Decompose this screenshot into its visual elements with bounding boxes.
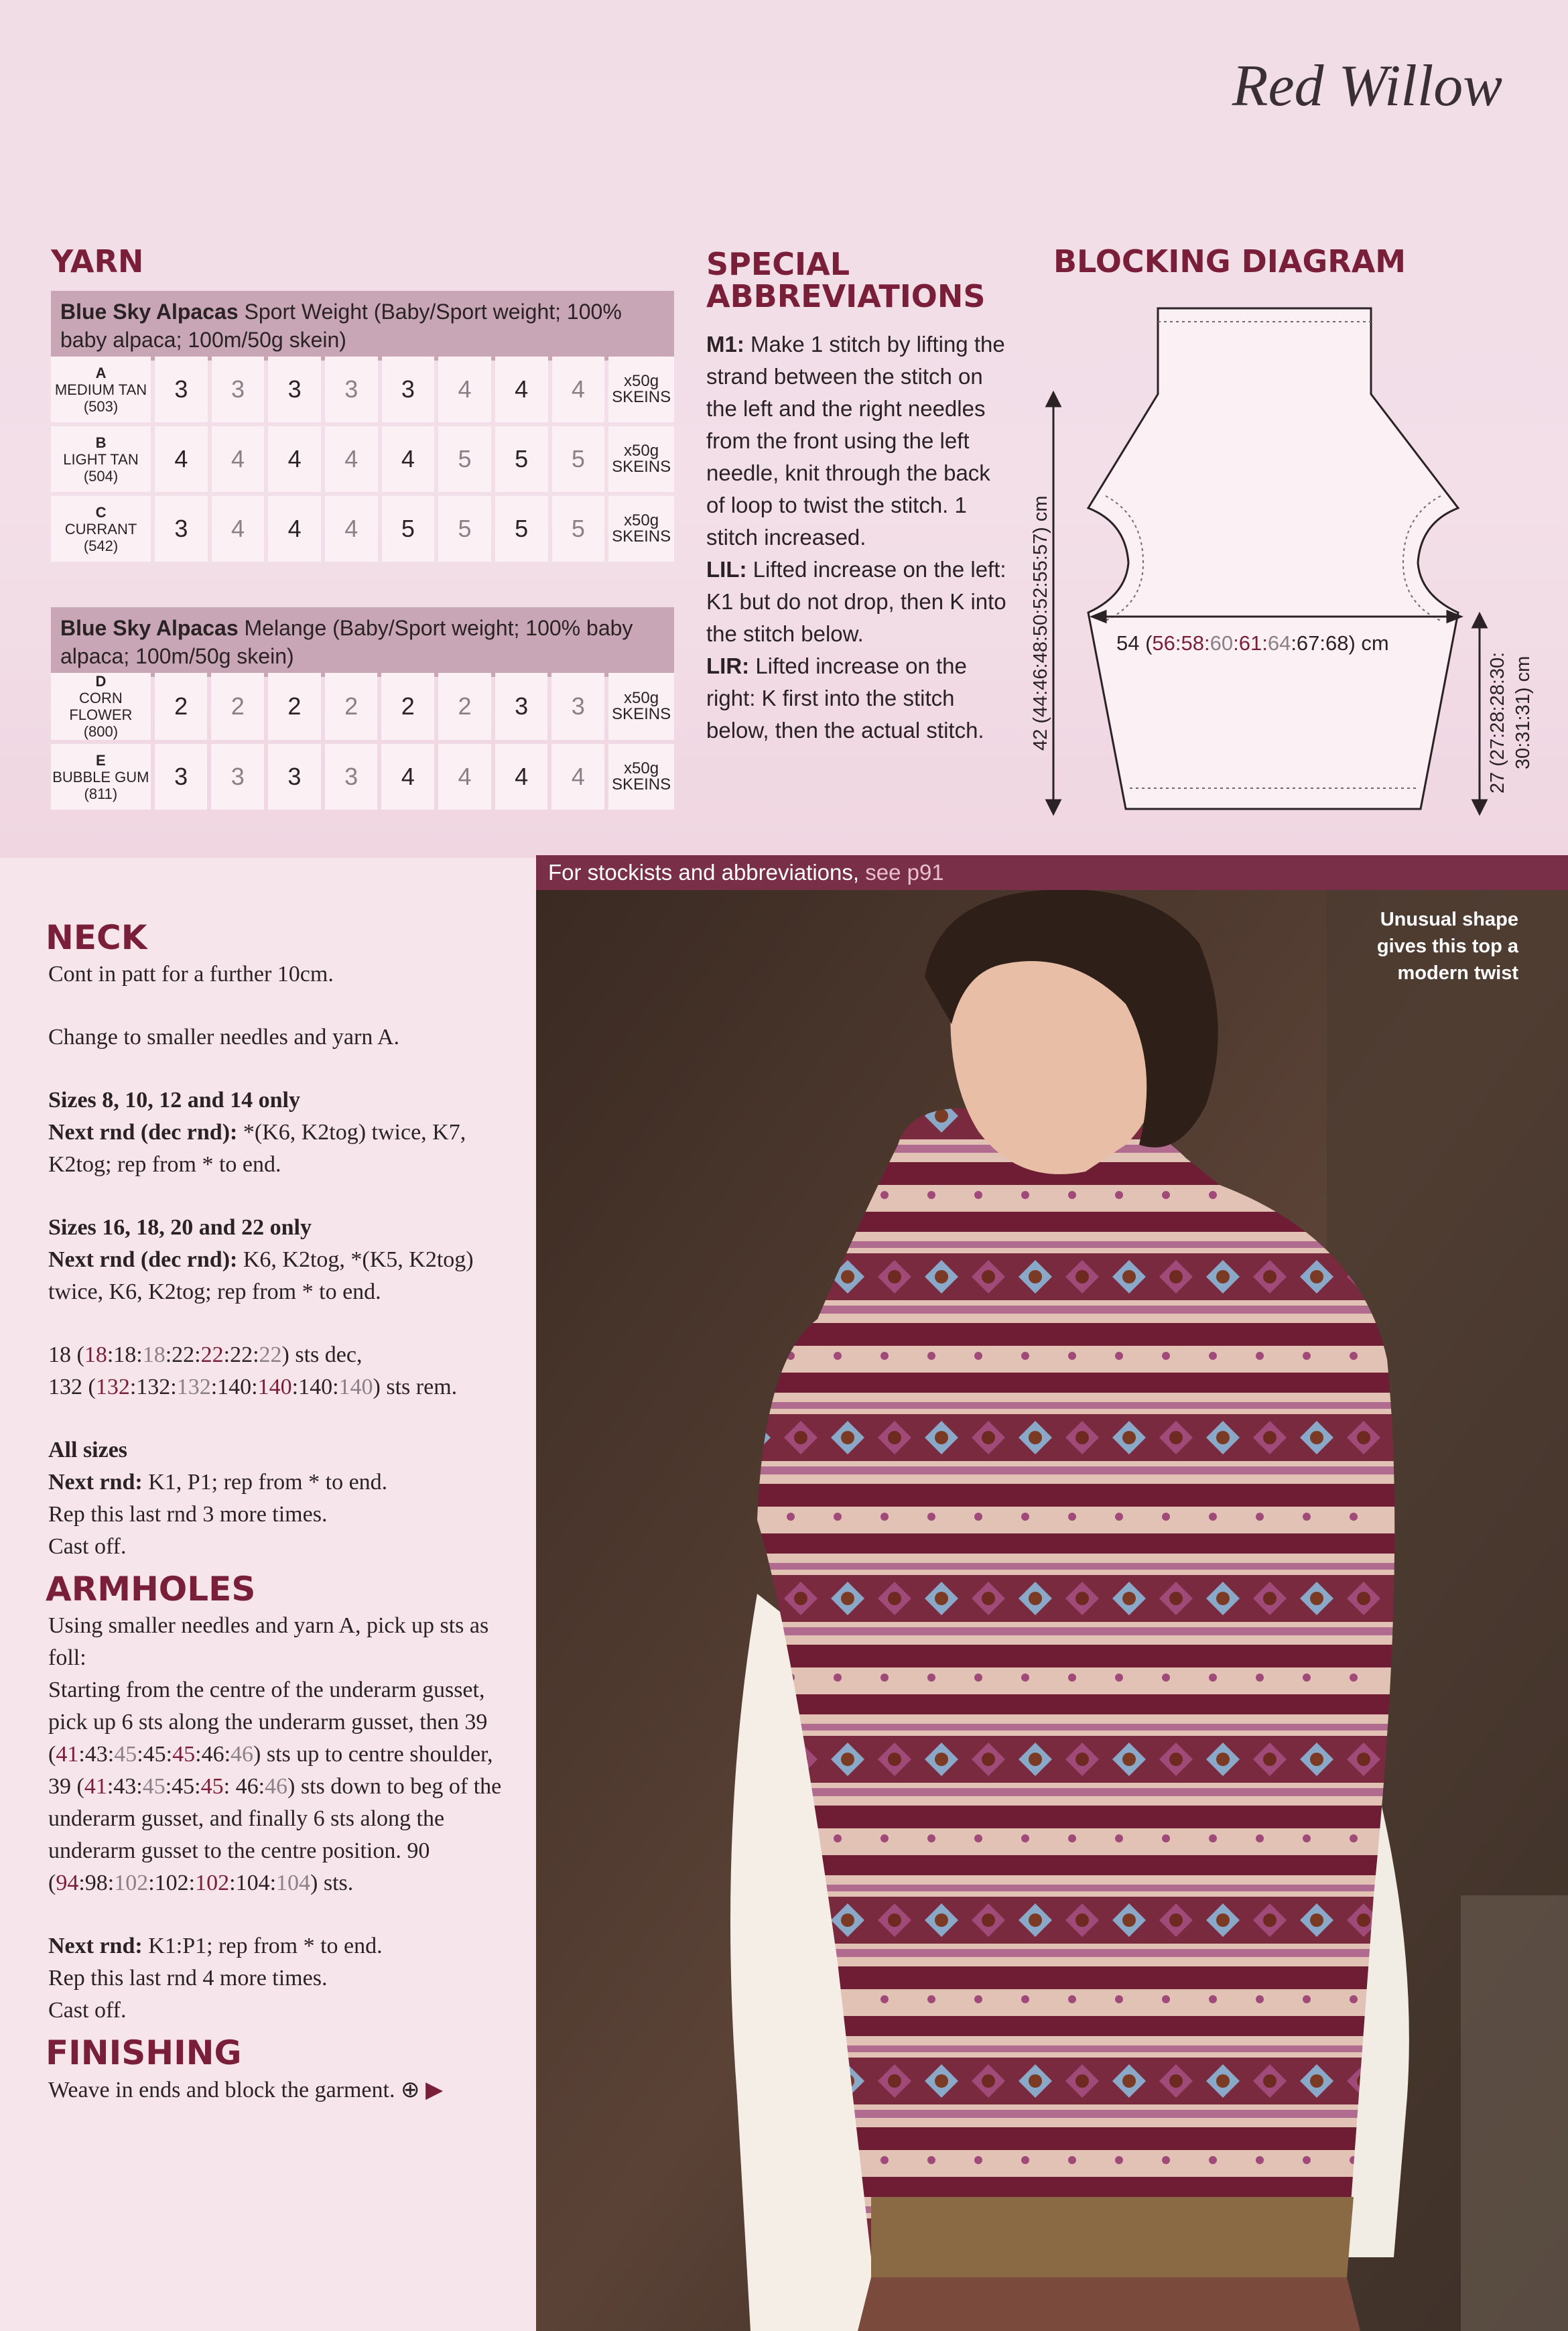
yarn-name: CURRANT (542) xyxy=(64,520,137,554)
yarn-quantity: 4 xyxy=(212,496,265,562)
armholes-heading: ARMHOLES xyxy=(46,1570,256,1609)
yarn-quantity: 4 xyxy=(551,744,604,810)
yarn-quantity: 3 xyxy=(495,673,548,740)
yarn-group2-header xyxy=(51,607,674,677)
yarn-color-name xyxy=(51,426,151,492)
yarn-heading: YARN xyxy=(51,243,144,279)
yarn-group1-header xyxy=(51,291,674,361)
yarn-quantity: 4 xyxy=(495,357,548,422)
skirt xyxy=(858,2277,1360,2331)
instructions-column xyxy=(48,911,517,2106)
abbreviations-list xyxy=(706,328,1015,747)
stockists-see: see p91 xyxy=(859,860,944,885)
photo-caption: Unusual shape gives this top a modern twist xyxy=(1376,909,1518,984)
abbreviation-item xyxy=(706,328,1015,554)
yarn-quantity: 3 xyxy=(325,744,378,810)
blocking-diagram xyxy=(1012,295,1548,824)
yarn-quantity: 3 xyxy=(268,744,321,810)
yarn-quantity: 2 xyxy=(268,673,321,740)
neck-rep: Rep this last rnd 3 more times. xyxy=(48,1502,328,1527)
yarn-quantity: 4 xyxy=(268,426,321,492)
yarn-unit: x50g SKEINS xyxy=(608,357,674,422)
yarn-quantity: 3 xyxy=(212,357,265,422)
neck-heading: NECK xyxy=(46,918,147,957)
yarn-quantity: 5 xyxy=(382,496,435,562)
abbreviation-text: Lifted increase on the right: K first into the stitch below, then the actual stitch. xyxy=(706,653,984,743)
yarn-quantity: 4 xyxy=(552,357,605,422)
yarn-desc: Melange (Baby/Sport weight; 100% baby alpaca; 100m/50g skein) xyxy=(60,616,633,668)
width-label: 54 (56:58:60:61:64:67:68) cm xyxy=(1116,631,1389,655)
neck-sizes1: Sizes 8, 10, 12 and 14 only xyxy=(48,1088,300,1113)
yarn-code: B xyxy=(95,434,107,451)
yarn-quantity: 4 xyxy=(495,744,548,810)
triangle-right-icon: ▶ xyxy=(425,2076,444,2103)
neck-dec: 18 (18:18:18:22:22:22:22) sts dec, xyxy=(48,1342,363,1367)
yarn-code: A xyxy=(95,364,107,381)
yarn-quantity: 2 xyxy=(325,673,378,740)
page-title: Red Willow xyxy=(1232,54,1502,119)
abbreviation-term: LIL: xyxy=(706,557,747,582)
armholes-p1: Using smaller needles and yarn A, pick up sts as foll: xyxy=(48,1613,489,1670)
yarn-quantity: 5 xyxy=(495,426,548,492)
abbreviations-heading xyxy=(706,248,986,312)
yarn-row xyxy=(51,357,674,422)
yarn-quantity: 3 xyxy=(155,357,208,422)
yarn-row xyxy=(51,496,674,562)
yarn-unit: x50g SKEINS xyxy=(608,673,674,740)
abbreviation-term: LIR: xyxy=(706,653,750,678)
yarn-code: C xyxy=(95,503,107,521)
yarn-table-1 xyxy=(47,353,678,566)
yarn-quantity: 4 xyxy=(212,426,265,492)
garment-outline xyxy=(1088,308,1458,809)
yarn-quantity: 2 xyxy=(155,673,208,740)
yarn-color-name xyxy=(51,744,151,810)
yarn-row xyxy=(51,744,674,810)
abbr-heading-line2: ABBREVIATIONS xyxy=(706,278,986,314)
yarn-unit: x50g SKEINS xyxy=(608,496,674,562)
yarn-code: E xyxy=(96,751,106,769)
neck-next1: Next rnd (dec rnd): *(K6, K2tog) twice, K7, K2tog; rep from * to end. xyxy=(48,1120,466,1177)
armholes-p2: Starting from the centre of the underarm gusset, pick up 6 sts along the underarm gusset, then 39 (41:43:45:45:45:46:46) sts up to centre shoulder, 39 (41:43:45:45:45: 46:46) sts down to beg of the underarm gusset, and finally 6 sts along the underarm gusset to the centre position. 90 (94:98:102:102:102:104:104) sts. xyxy=(48,1678,502,1895)
yarn-quantity: 4 xyxy=(381,744,434,810)
yarn-quantity: 3 xyxy=(325,357,378,422)
side-label-1: 27 (27:28:28:30: xyxy=(1487,651,1508,794)
height-label: 42 (44:46:48:50:52:55:57) cm xyxy=(1030,495,1051,751)
yarn-quantity: 5 xyxy=(438,426,491,492)
yarn-quantity: 2 xyxy=(211,673,264,740)
abbreviation-item xyxy=(706,554,1015,650)
yarn-quantity: 5 xyxy=(552,426,605,492)
yarn-quantity: 2 xyxy=(381,673,434,740)
yarn-quantity: 3 xyxy=(551,673,604,740)
yarn-color-name xyxy=(51,357,151,422)
yarn-quantity: 4 xyxy=(325,426,378,492)
end-circle-icon: ⊕ xyxy=(400,2076,420,2103)
yarn-name: LIGHT TAN (504) xyxy=(63,450,139,485)
yarn-quantity: 4 xyxy=(155,426,208,492)
yarn-name: CORN FLOWER (800) xyxy=(69,690,133,740)
blocking-heading: BLOCKING DIAGRAM xyxy=(1053,243,1407,279)
yarn-quantity: 4 xyxy=(325,496,378,562)
yarn-name: MEDIUM TAN (503) xyxy=(54,381,147,415)
neck-rem: 132 (132:132:132:140:140:140:140) sts rem. xyxy=(48,1375,458,1399)
yarn-row xyxy=(51,426,674,492)
stockists-text: For stockists and abbreviations, xyxy=(548,860,860,885)
stockists-bar[interactable] xyxy=(536,855,1568,890)
yarn-unit: x50g SKEINS xyxy=(608,426,674,492)
yarn-quantity: 4 xyxy=(438,744,491,810)
yarn-unit: x50g SKEINS xyxy=(608,744,674,810)
neck-all: All sizes xyxy=(48,1438,128,1462)
yarn-name: BUBBLE GUM (811) xyxy=(52,768,149,802)
yarn-quantity: 5 xyxy=(438,496,491,562)
side-label-2: 30:31:31) cm xyxy=(1512,655,1534,769)
yarn-quantity: 3 xyxy=(268,357,321,422)
yarn-color-name xyxy=(51,673,151,740)
neck-p2: Change to smaller needles and yarn A. xyxy=(48,1025,400,1050)
yarn-quantity: 2 xyxy=(438,673,491,740)
abbreviation-text: Make 1 stitch by lifting the strand between the stitch on the left and the right needles from the front using the left needle, knit through the back of loop to twist the stitch. 1 stitch increased. xyxy=(706,332,1005,550)
abbr-heading-line1: SPECIAL xyxy=(706,246,850,282)
yarn-table-2 xyxy=(47,669,678,814)
yarn-quantity: 3 xyxy=(155,744,208,810)
armholes-cast: Cast off. xyxy=(48,1998,127,2023)
neck-next3: Next rnd: K1, P1; rep from * to end. xyxy=(48,1470,388,1495)
finishing-text: Weave in ends and block the garment. ⊕ ▶ xyxy=(48,2076,444,2103)
yarn-quantity: 4 xyxy=(438,357,491,422)
yarn-brand: Blue Sky Alpacas xyxy=(60,300,239,324)
yarn-quantity: 4 xyxy=(382,426,435,492)
abbreviation-term: M1: xyxy=(706,332,744,357)
neck-p1: Cont in patt for a further 10cm. xyxy=(48,962,334,987)
abbreviation-item xyxy=(706,650,1015,747)
yarn-quantity: 5 xyxy=(552,496,605,562)
model-photo xyxy=(536,890,1568,2331)
yarn-quantity: 3 xyxy=(155,496,208,562)
yarn-quantity: 4 xyxy=(268,496,321,562)
finishing-heading: FINISHING xyxy=(46,2033,242,2072)
neck-next2: Next rnd (dec rnd): K6, K2tog, *(K5, K2tog) twice, K6, K2tog; rep from * to end. xyxy=(48,1247,474,1304)
vest-ribbing xyxy=(871,2197,1354,2277)
abbreviation-text: Lifted increase on the left: K1 but do not drop, then K into the stitch below. xyxy=(706,557,1006,646)
yarn-row xyxy=(51,673,674,740)
yarn-desc: Sport Weight (Baby/Sport weight; 100% baby alpaca; 100m/50g skein) xyxy=(60,300,622,352)
neck-sizes2: Sizes 16, 18, 20 and 22 only xyxy=(48,1215,312,1240)
yarn-color-name xyxy=(51,496,151,562)
armholes-rep: Rep this last rnd 4 more times. xyxy=(48,1966,328,1991)
yarn-brand: Blue Sky Alpacas xyxy=(60,616,239,640)
neck-cast: Cast off. xyxy=(48,1534,127,1559)
yarn-quantity: 5 xyxy=(495,496,548,562)
yarn-code: D xyxy=(95,673,107,690)
vest xyxy=(757,1109,1394,2257)
yarn-quantity: 3 xyxy=(211,744,264,810)
yarn-quantity: 3 xyxy=(382,357,435,422)
armholes-next: Next rnd: K1:P1; rep from * to end. xyxy=(48,1934,383,1958)
